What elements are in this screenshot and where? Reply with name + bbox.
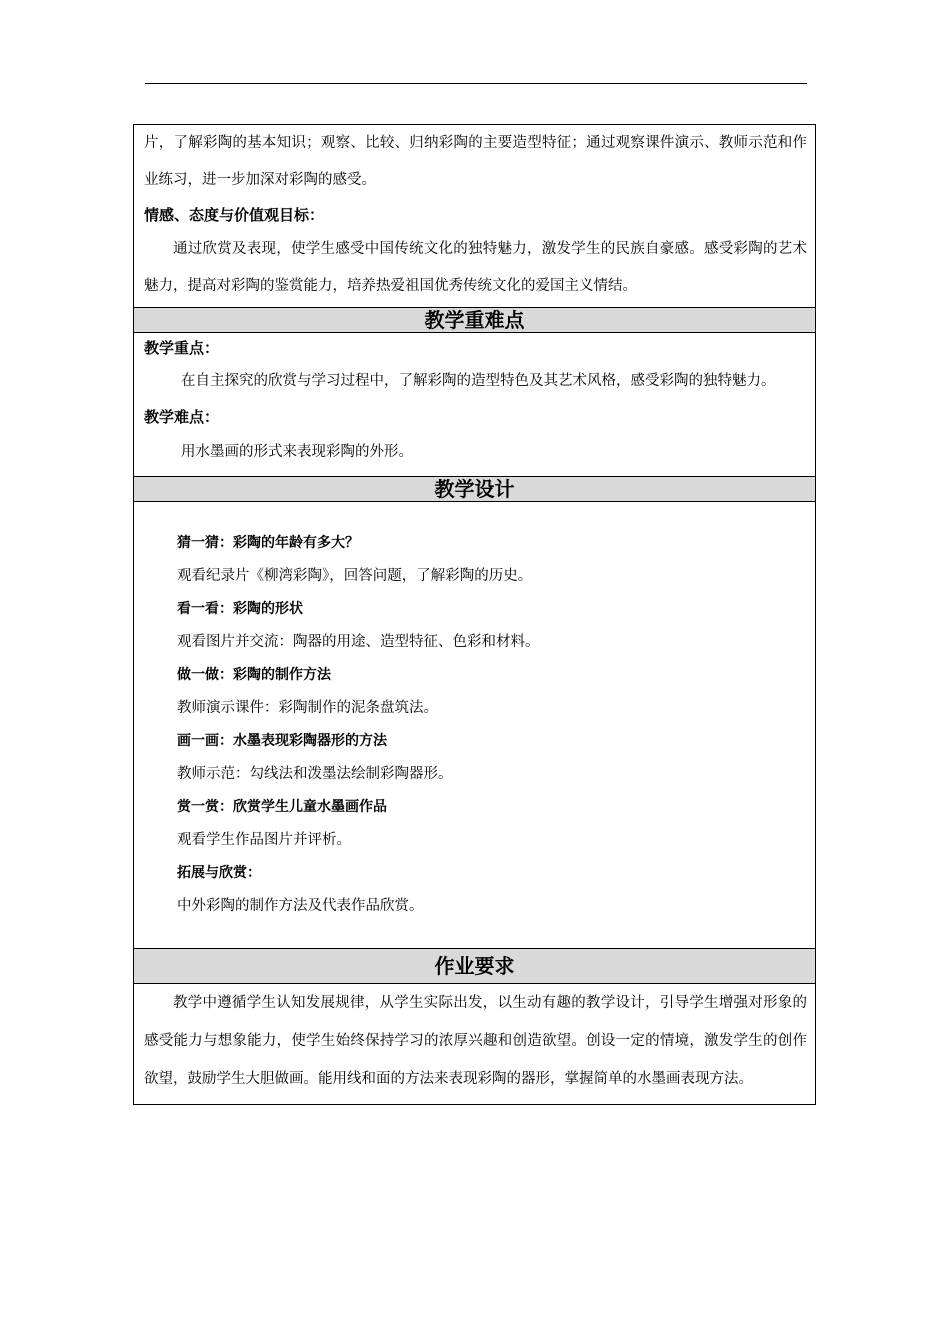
design-step — [177, 725, 815, 791]
design-step-text: 观看图片并交流：陶器的用途、造型特征、色彩和材料。 — [177, 634, 540, 650]
teaching-difficulty-label: 教学难点： — [144, 408, 220, 426]
design-step-title: 看一看：彩陶的形状 — [177, 601, 303, 617]
design-step — [177, 659, 815, 725]
design-steps — [134, 502, 815, 948]
key-points-section — [134, 308, 815, 477]
homework-text: 教学中遵循学生认知发展规律，从学生实际出发，以生动有趣的教学设计，引导学生增强对形象的感受能力与想象能力，使学生始终保持学习的浓厚兴趣和创造欲望。创设一定的情境，激发学生的创作欲望，鼓励学生大胆做画。能用线和面的方法来表现彩陶的器形，掌握简单的水墨画表现方法。 — [144, 995, 807, 1087]
design-step-text: 教师示范：勾线法和泼墨法绘制彩陶器形。 — [177, 766, 453, 782]
process-objective-text: 片，了解彩陶的基本知识；观察、比较、归纳彩陶的主要造型特征；通过观察课件演示、教师示范和作业练习，进一步加深对彩陶的感受。 — [144, 135, 807, 188]
key-points-header: 教学重难点 — [134, 308, 815, 333]
design-step-text: 教师演示课件：彩陶制作的泥条盘筑法。 — [177, 700, 438, 716]
design-step-title: 画一画：水墨表现彩陶器形的方法 — [177, 733, 387, 749]
design-section — [134, 477, 815, 949]
design-step-title: 猜一猜：彩陶的年龄有多大？ — [177, 535, 359, 551]
design-header: 教学设计 — [134, 477, 815, 502]
design-step-text: 观看学生作品图片并评析。 — [177, 832, 351, 848]
design-step-title: 赏一赏：欣赏学生儿童水墨画作品 — [177, 799, 387, 815]
homework-header: 作业要求 — [134, 949, 815, 984]
teaching-difficulty-text: 用水墨画的形式来表现彩陶的外形。 — [181, 444, 413, 460]
design-step — [177, 593, 815, 659]
homework-section — [134, 949, 815, 1104]
teaching-focus-text: 在自主探究的欣赏与学习过程中，了解彩陶的造型特色及其艺术风格，感受彩陶的独特魅力。 — [181, 373, 776, 389]
header-rule — [145, 83, 807, 84]
design-step — [177, 857, 815, 923]
design-step — [177, 527, 815, 593]
lesson-plan-table — [133, 124, 816, 1105]
design-step-text: 观看纪录片《柳湾彩陶》，回答问题，了解彩陶的历史。 — [177, 568, 533, 584]
design-step-title: 拓展与欣赏： — [177, 865, 261, 881]
emotion-objective-label: 情感、态度与价值观目标： — [144, 206, 325, 224]
design-step-title: 做一做：彩陶的制作方法 — [177, 667, 331, 683]
teaching-focus-label: 教学重点： — [144, 339, 220, 357]
objectives-section — [134, 125, 815, 308]
design-step — [177, 791, 815, 857]
design-step-text: 中外彩陶的制作方法及代表作品欣赏。 — [177, 898, 424, 914]
emotion-objective-text: 通过欣赏及表现，使学生感受中国传统文化的独特魅力，激发学生的民族自豪感。感受彩陶的艺术魅力，提高对彩陶的鉴赏能力，培养热爱祖国优秀传统文化的爱国主义情结。 — [144, 241, 807, 294]
